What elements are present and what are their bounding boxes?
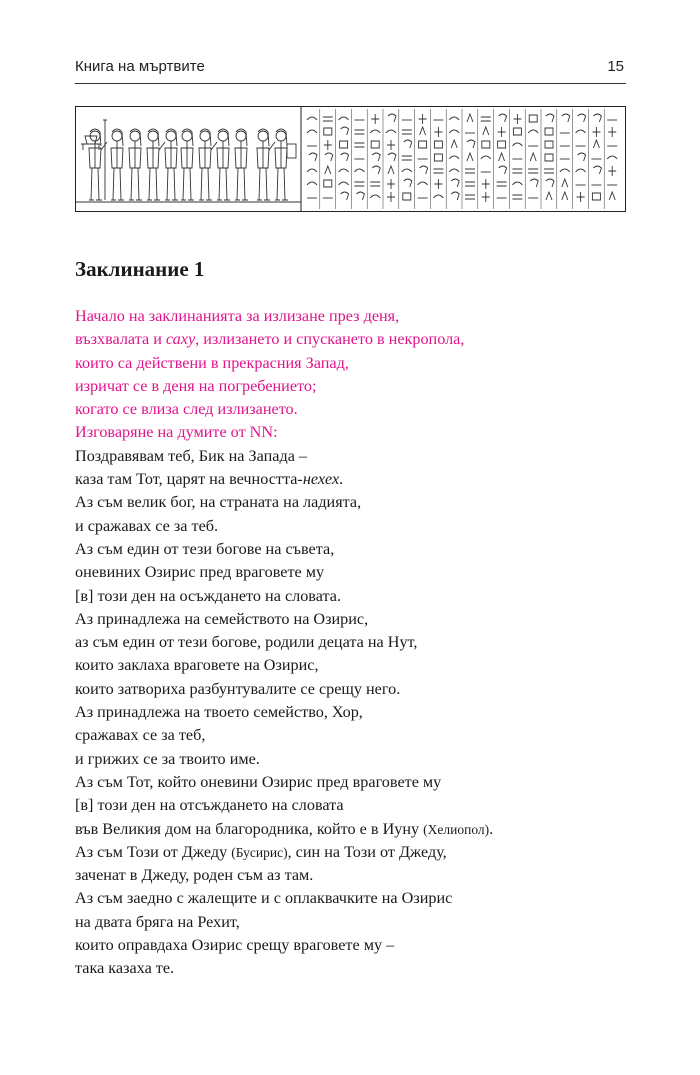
line-text: които са действени в прекрасния Запад, <box>75 353 349 372</box>
line-text: Аз принадлежа на твоето семейство, Хор, <box>75 703 363 722</box>
rubric-line <box>75 421 635 444</box>
line-text: , излизането и спускането в некропола, <box>195 330 465 349</box>
text-line <box>75 491 635 514</box>
text-line <box>75 887 635 910</box>
text-line <box>75 515 635 538</box>
line-text: Изговаряне на думите от NN: <box>75 423 278 442</box>
text-line <box>75 654 635 677</box>
line-text: Аз съм заедно с жалещите и с оплаквачките на Озирис <box>75 889 453 908</box>
italic-term: саху <box>165 330 196 349</box>
line-text: които оправдаха Озирис срещу враговете му – <box>75 936 395 955</box>
line-text: каза там Тот, царят на вечността- <box>75 470 303 489</box>
line-text: Поздравявам теб, Бик на Запада – <box>75 446 308 465</box>
text-line <box>75 608 635 631</box>
text-line <box>75 911 635 934</box>
line-text: заченат в Джеду, роден съм аз там. <box>75 866 314 885</box>
italic-term: нехех <box>302 470 340 489</box>
text-line <box>75 468 635 491</box>
line-text: [в] този ден на осъждането на словата. <box>75 586 342 605</box>
running-title: Книга на мъртвите <box>75 58 205 75</box>
text-line <box>75 864 635 887</box>
line-text: . <box>489 819 494 838</box>
place-gloss: (Бусирис) <box>231 844 288 860</box>
text-line <box>75 818 635 841</box>
rubric-line <box>75 398 635 421</box>
text-line <box>75 771 635 794</box>
line-text: Аз съм велик бог, на страната на ладията, <box>75 493 362 512</box>
line-text: и грижих се за твоито име. <box>75 749 260 768</box>
papyrus-vignette-illustration <box>75 106 626 212</box>
header-rule <box>75 83 626 84</box>
line-text: сражавах се за теб, <box>75 726 206 745</box>
line-text: [в] този ден на отсъждането на словата <box>75 796 344 815</box>
text-line <box>75 934 635 957</box>
text-line <box>75 724 635 747</box>
text-line <box>75 957 635 980</box>
line-text: така казаха те. <box>75 959 175 978</box>
line-text: които затвориха разбунтувалите се срещу него. <box>75 679 401 698</box>
line-text: Аз принадлежа на семейството на Озирис, <box>75 609 369 628</box>
place-gloss: (Хелиопол) <box>423 821 490 837</box>
line-text: аз съм един от тези богове, родили децата на Нут, <box>75 633 418 652</box>
line-text: . <box>339 470 344 489</box>
text-line <box>75 701 635 724</box>
line-text: на двата бряга на Рехит, <box>75 912 240 931</box>
line-text: изричат се в деня на погребението; <box>75 376 317 395</box>
text-line <box>75 678 635 701</box>
line-text: и сражавах се за теб. <box>75 516 219 535</box>
line-text: Аз съм един от тези богове на съвета, <box>75 539 335 558</box>
text-line <box>75 538 635 561</box>
text-line <box>75 631 635 654</box>
line-text: Начало на заклинанията за излизане през деня, <box>75 307 400 325</box>
spell-title: Заклинание 1 <box>75 257 205 281</box>
spell-text <box>75 305 635 981</box>
page-number: 15 <box>607 58 624 75</box>
text-line <box>75 445 635 468</box>
line-text: възхвалата и <box>75 330 166 349</box>
line-text: Аз съм Този от Джеду <box>75 842 232 861</box>
rubric-line <box>75 375 635 398</box>
text-line <box>75 585 635 608</box>
rubric-line <box>75 305 635 328</box>
rubric-line <box>75 328 635 351</box>
rubric-line <box>75 352 635 375</box>
running-head <box>75 58 626 82</box>
text-line <box>75 748 635 771</box>
text-line <box>75 794 635 817</box>
line-text: когато се влиза след излизането. <box>75 400 298 419</box>
line-text: , син на Този от Джеду, <box>287 842 447 861</box>
line-text: Аз съм Тот, който оневини Озирис пред враговете му <box>75 772 442 791</box>
line-text: във Великия дом на благородника, който е в Иуну <box>75 819 424 838</box>
text-line <box>75 561 635 584</box>
text-line <box>75 841 635 864</box>
line-text: оневиних Озирис пред враговете му <box>75 563 325 582</box>
line-text: които заклаха враговете на Озирис, <box>75 656 319 675</box>
